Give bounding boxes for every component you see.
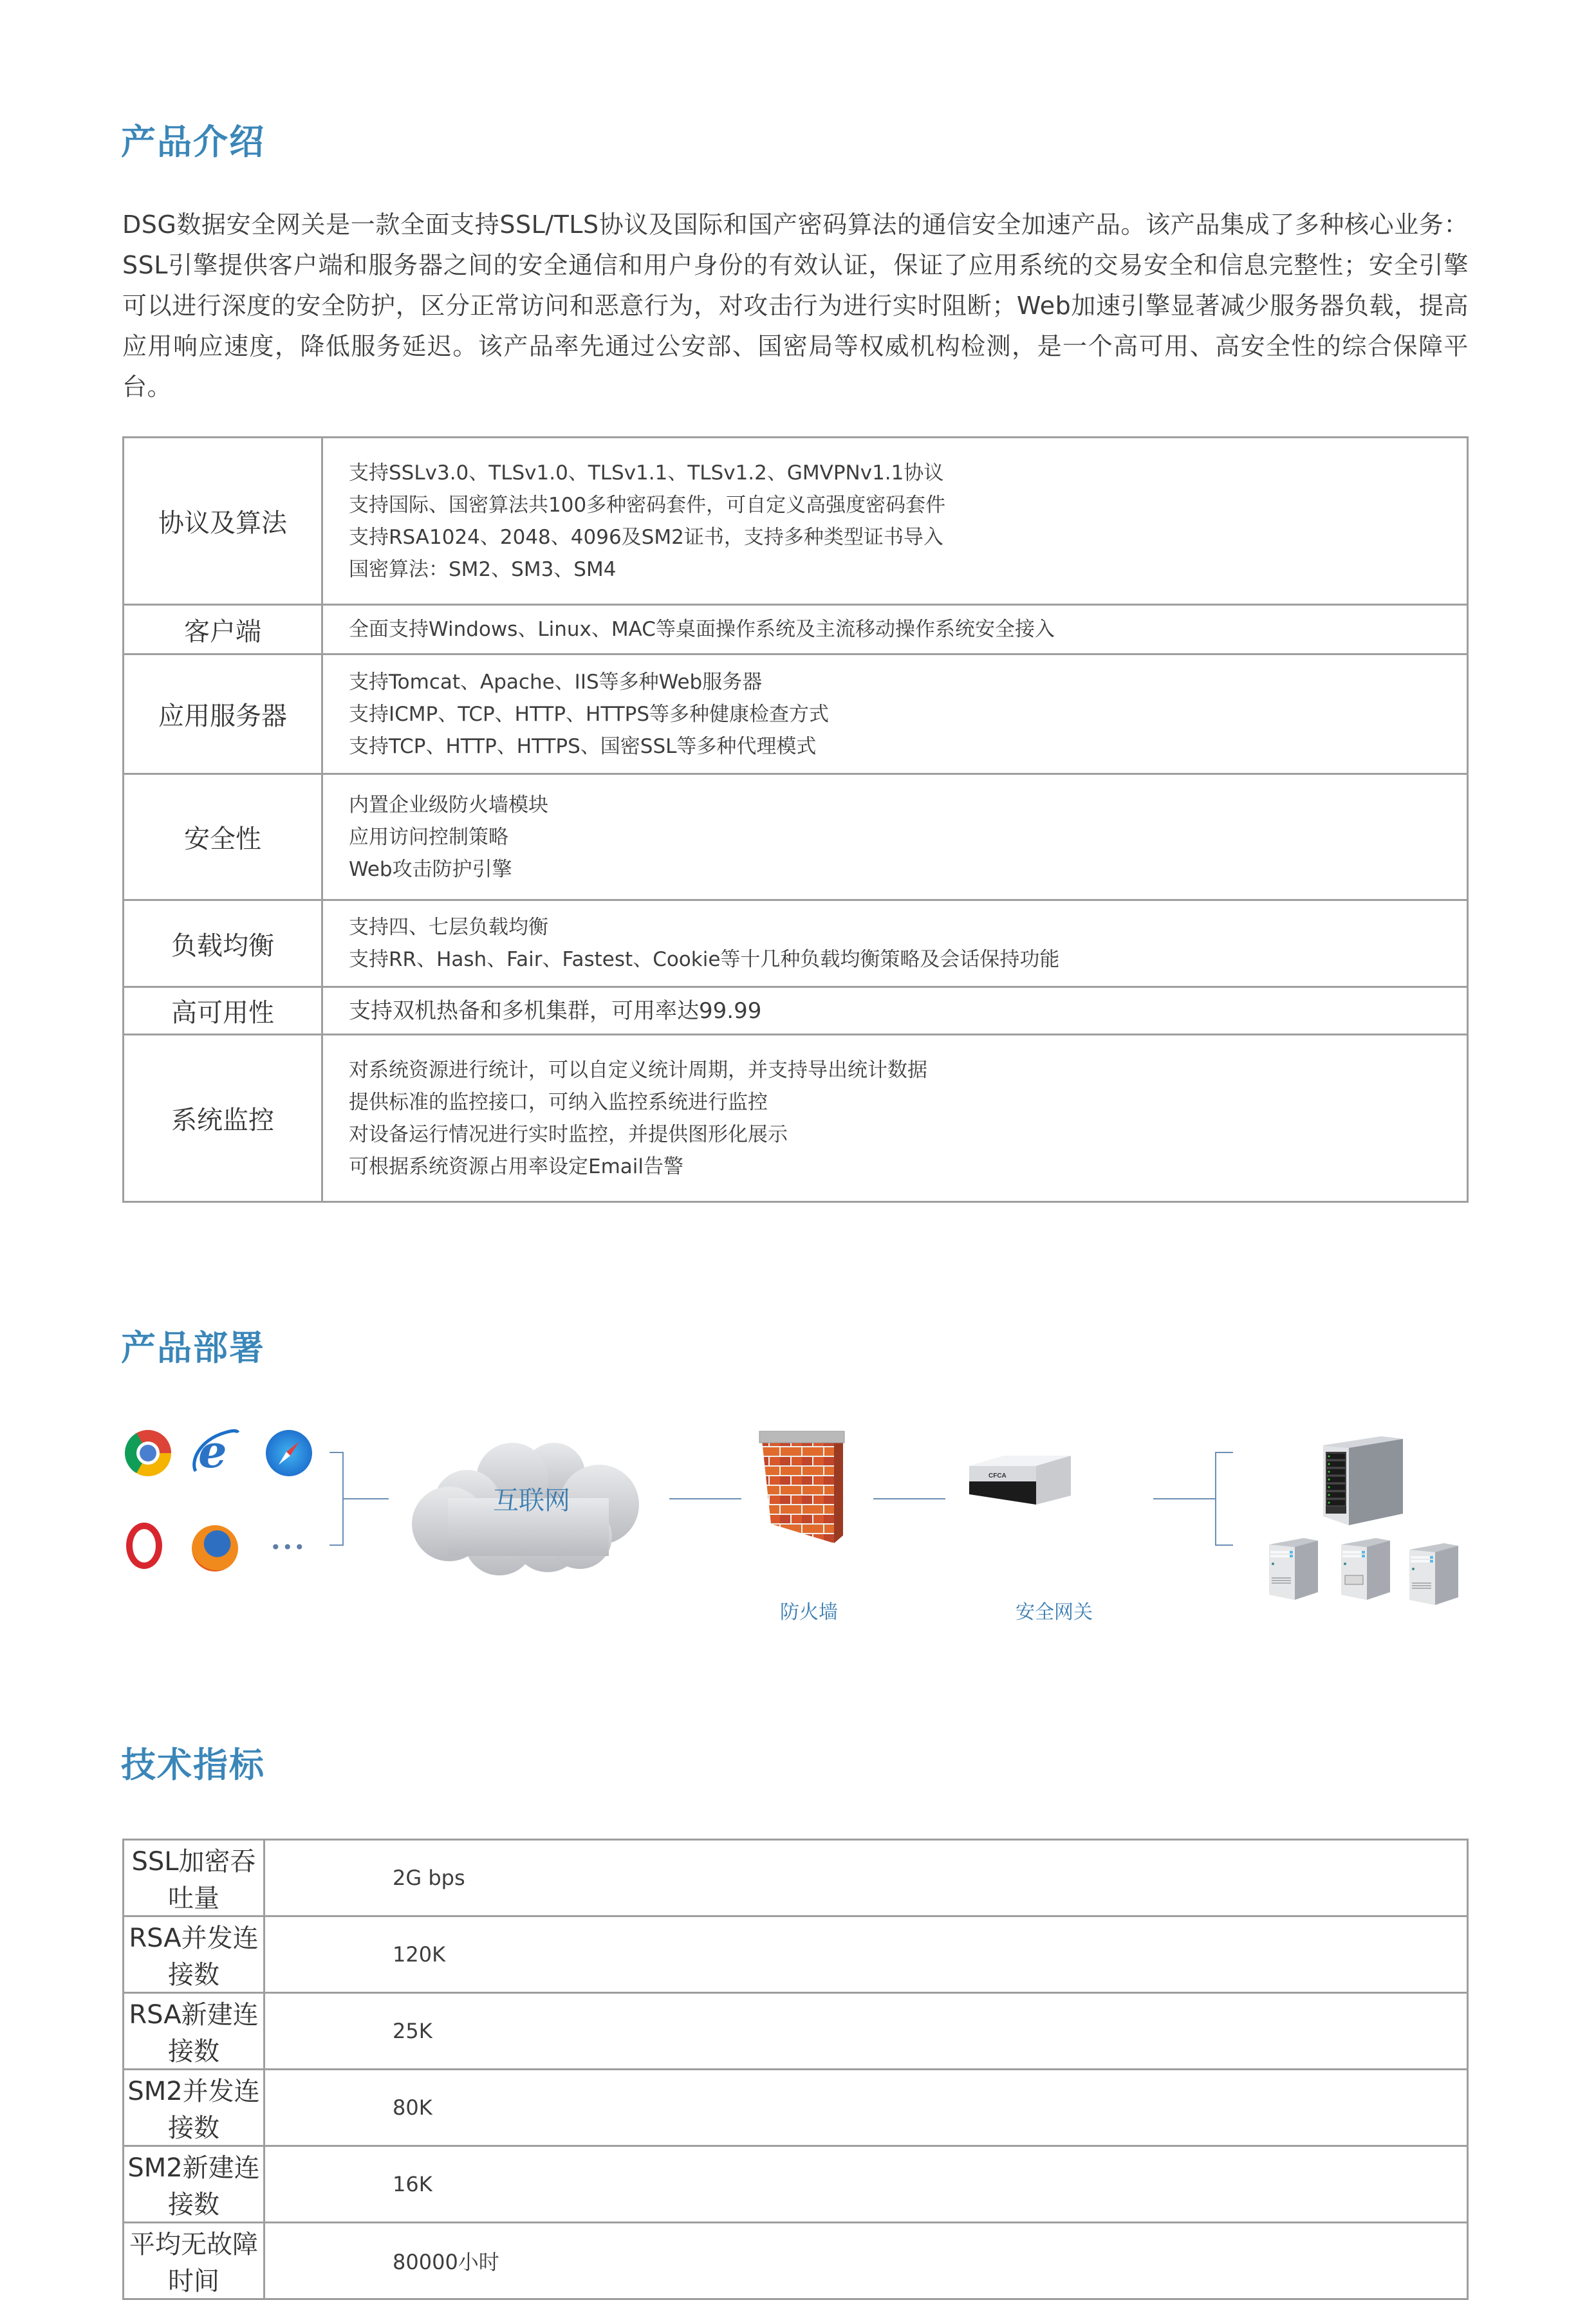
- spec-key: RSA并发连接数: [124, 1916, 264, 1993]
- connector-line: [342, 1498, 389, 1499]
- feature-key: 客户端: [124, 605, 322, 654]
- table-row: [124, 987, 1468, 1035]
- feature-value: [322, 900, 1468, 987]
- spec-value: 2G bps: [264, 1840, 1468, 1916]
- feature-line: 支持TCP、HTTP、HTTPS、国密SSL等多种代理模式: [349, 734, 817, 758]
- internet-cloud: [409, 1434, 654, 1575]
- feature-key: 应用服务器: [124, 654, 322, 774]
- feature-key: 安全性: [124, 774, 322, 900]
- connector-line: [329, 1452, 344, 1453]
- feature-line: 应用访问控制策略: [349, 825, 508, 849]
- spec-value: 120K: [264, 1916, 1468, 1993]
- connector-line: [1215, 1452, 1216, 1546]
- table-row: [124, 1993, 1468, 2070]
- spec-value: 16K: [264, 2146, 1468, 2223]
- spec-key: RSA新建连接数: [124, 1993, 264, 2070]
- spec-value: 80K: [264, 2070, 1468, 2146]
- feature-key: 高可用性: [124, 987, 322, 1035]
- table-row: [124, 774, 1468, 900]
- table-row: [124, 2223, 1468, 2299]
- intro-paragraph: DSG数据安全网关是一款全面支持SSL/TLS协议及国际和国产密码算法的通信安全加速产品。该产品集成了多种核心业务：SSL引擎提供客户端和服务器之间的安全通信和用户身份的有效认证，保证了应用系统的交易安全和信息完整性；安全引擎可以进行深度的安全防护，区分正常访问和恶意行为，对攻击行为进行实时阻断；Web加速引擎显著减少服务器负载，提高应用响应速度，降低服务延迟。该产品率先通过公安部、国密局等权威机构检测，是一个高可用、高安全性的综合保障平台。: [122, 210, 1469, 401]
- cloud-label: 互联网: [493, 1486, 570, 1516]
- table-row: [124, 900, 1468, 987]
- firewall-icon: [758, 1427, 848, 1550]
- spec-key: SSL加密吞吐量: [124, 1840, 264, 1916]
- section-title-intro: 产品介绍: [121, 122, 265, 162]
- features-table: [122, 436, 1469, 1203]
- table-row: [124, 438, 1468, 605]
- feature-value: [322, 1035, 1468, 1202]
- spec-key: SM2新建连接数: [124, 2146, 264, 2223]
- connector-line: [873, 1498, 945, 1499]
- feature-line: 对系统资源进行统计，可以自定义统计周期，并支持导出统计数据: [349, 1058, 927, 1082]
- feature-value: [322, 438, 1468, 605]
- feature-line: 支持四、七层负载均衡: [349, 916, 548, 939]
- feature-key: 系统监控: [124, 1035, 322, 1202]
- section-title-specs: 技术指标: [121, 1745, 265, 1785]
- feature-line: 支持Tomcat、Apache、IIS等多种Web服务器: [349, 670, 763, 694]
- spec-key: 平均无故障时间: [124, 2223, 264, 2299]
- connector-line: [1215, 1544, 1233, 1546]
- table-row: [124, 654, 1468, 774]
- feature-line: 全面支持Windows、Linux、MAC等桌面操作系统及主流移动操作系统安全接入: [349, 618, 1055, 641]
- firefox-icon: [192, 1525, 238, 1572]
- feature-line: 支持双机热备和多机集群，可用率达99.99: [349, 997, 762, 1024]
- feature-line: 支持RSA1024、2048、4096及SM2证书，支持多种类型证书导入: [349, 525, 943, 549]
- feature-key: 协议及算法: [124, 438, 322, 605]
- table-row: [124, 1035, 1468, 1202]
- gateway-label: 安全网关: [1016, 1601, 1093, 1624]
- table-row: [124, 2146, 1468, 2223]
- deployment-diagram: [0, 1403, 1596, 1673]
- safari-icon: [266, 1430, 312, 1476]
- feature-line: Web攻击防护引擎: [349, 857, 512, 881]
- feature-line: 提供标准的监控接口，可纳入监控系统进行监控: [349, 1090, 768, 1114]
- spec-key: SM2并发连接数: [124, 2070, 264, 2146]
- tower-server-icon: [1341, 1538, 1390, 1600]
- gateway-brand: CFCA: [988, 1472, 1007, 1479]
- ie-icon: [192, 1426, 239, 1475]
- connector-line: [329, 1544, 344, 1546]
- feature-line: 对设备运行情况进行实时监控，并提供图形化展示: [349, 1122, 788, 1146]
- table-row: [124, 1840, 1468, 1916]
- opera-icon: [126, 1523, 162, 1569]
- feature-line: 支持SSLv3.0、TLSv1.0、TLSv1.1、TLSv1.2、GMVPNv1.1协议: [349, 461, 944, 485]
- feature-line: 可根据系统资源占用率设定Email告警: [349, 1155, 684, 1178]
- table-row: [124, 2070, 1468, 2146]
- connector-line: [1215, 1452, 1233, 1453]
- feature-line: 支持国际、国密算法共100多种密码套件，可自定义高强度密码套件: [349, 493, 946, 517]
- svg-text:e: e: [198, 1426, 227, 1475]
- feature-line: 支持RR、Hash、Fair、Fastest、Cookie等十几种负载均衡策略及会话保持功能: [349, 948, 1060, 971]
- feature-line: 国密算法：SM2、SM3、SM4: [349, 557, 617, 581]
- firewall-label: 防火墙: [780, 1601, 838, 1624]
- spec-value: 80000小时: [264, 2223, 1468, 2299]
- spec-value: 25K: [264, 1993, 1468, 2070]
- specs-table: [122, 1839, 1469, 2300]
- section-title-deploy: 产品部署: [121, 1328, 265, 1368]
- connector-line: [1153, 1498, 1216, 1499]
- storage-server-icon: [1323, 1436, 1403, 1526]
- tower-server-icon: [1269, 1538, 1318, 1600]
- feature-line: 内置企业级防火墙模块: [349, 793, 548, 817]
- feature-value: [322, 774, 1468, 900]
- connector-line: [669, 1498, 741, 1499]
- feature-value: [322, 654, 1468, 774]
- table-row: [124, 605, 1468, 654]
- feature-line: 支持ICMP、TCP、HTTP、HTTPS等多种健康检查方式: [349, 702, 830, 726]
- tower-server-icon: [1409, 1543, 1458, 1605]
- table-row: [124, 1916, 1468, 1993]
- feature-key: 负载均衡: [124, 900, 322, 987]
- more-icon: •••: [270, 1537, 306, 1558]
- feature-value: [322, 987, 1468, 1035]
- chrome-icon: [125, 1430, 171, 1476]
- security-gateway-icon: [965, 1447, 1073, 1511]
- feature-value: [322, 605, 1468, 654]
